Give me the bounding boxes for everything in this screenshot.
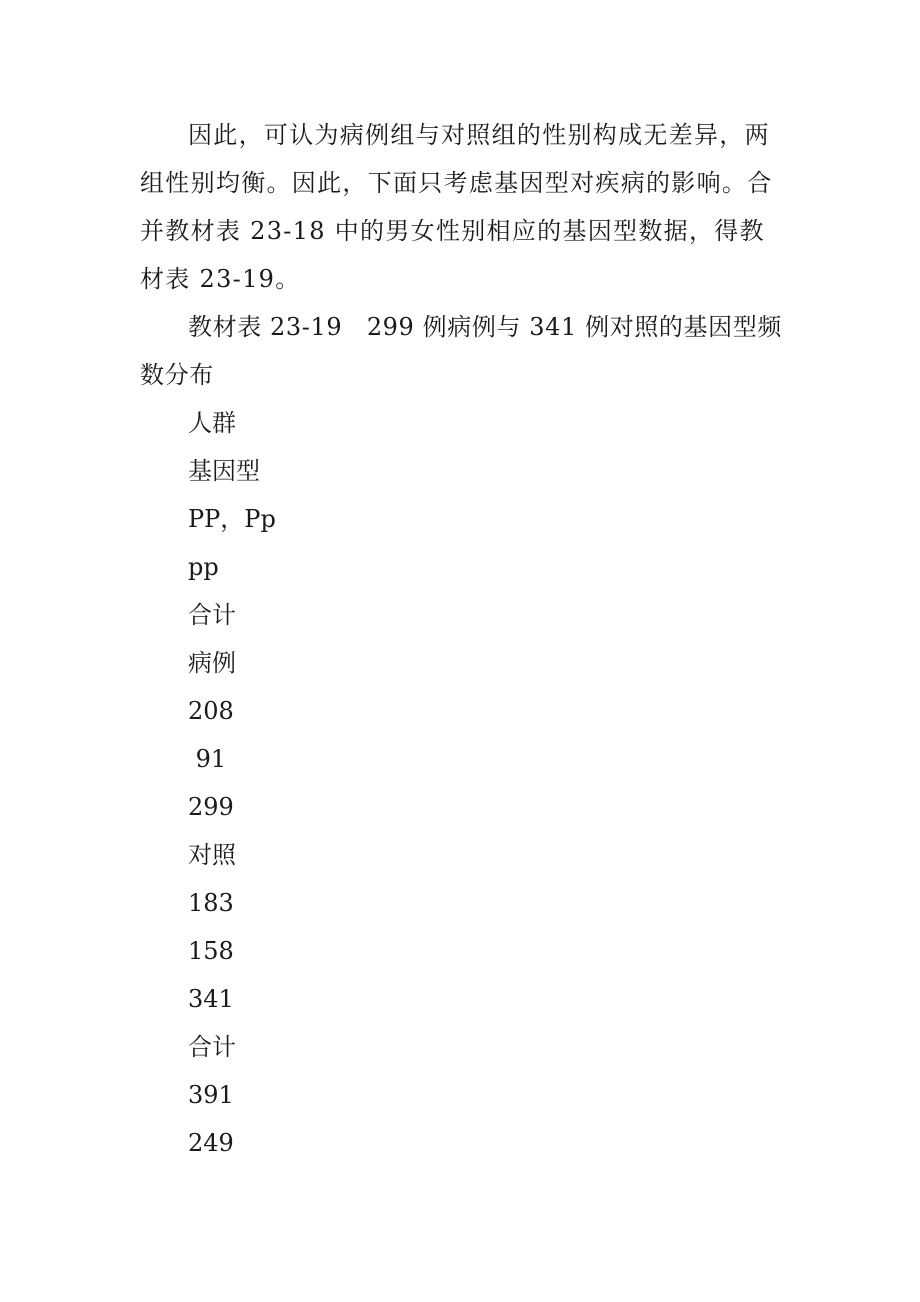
table-cell: 299	[188, 793, 234, 821]
table-caption: 教材表 23-19 299 例病例与 341 例对照的基因型频数分布	[140, 313, 782, 389]
table-header-pp: pp	[188, 553, 219, 581]
table-header-pp-pp: PP，Pp	[188, 505, 276, 533]
table-row-case-label: 病例	[188, 649, 236, 677]
table-cell: 341	[188, 985, 234, 1013]
table-cell: 391	[188, 1081, 234, 1109]
table-cell: 91	[188, 745, 227, 773]
table-cell: 183	[188, 889, 234, 917]
table-cell: 208	[188, 697, 234, 725]
table-row-total-label: 合计	[188, 1033, 236, 1061]
body-paragraph: 因此，可认为病例组与对照组的性别构成无差异，两组性别均衡。因此，下面只考虑基因型对疾病的影响。合并教材表 23-18 中的男女性别相应的基因型数据，得教材表 23-19。	[140, 121, 773, 293]
table-header-group: 人群	[188, 409, 236, 437]
table-header-genotype: 基因型	[188, 457, 260, 485]
table-cell: 249	[188, 1129, 234, 1157]
table-row-control-label: 对照	[188, 841, 236, 869]
table-header-total: 合计	[188, 601, 236, 629]
table-cell: 158	[188, 937, 234, 965]
